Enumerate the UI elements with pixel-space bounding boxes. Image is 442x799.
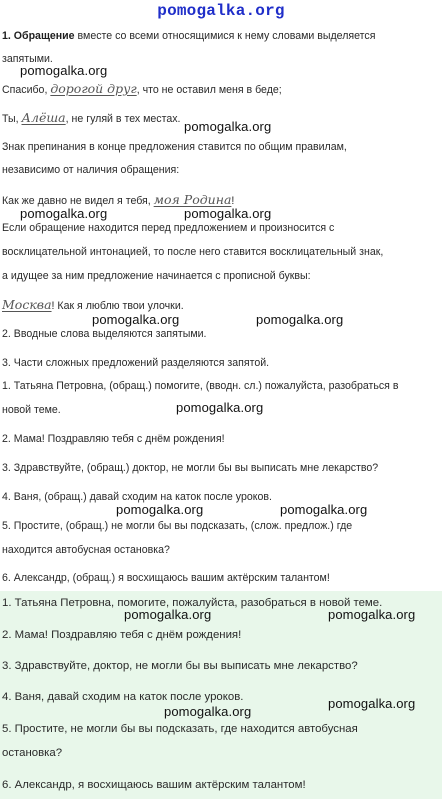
example-text: Ты,: [2, 113, 22, 125]
site-title: pomogalka.org: [157, 2, 285, 20]
watermark: pomogalka.org: [328, 696, 416, 711]
example-text: Как же давно не видел я тебя,: [2, 195, 154, 207]
rule-4: 2. Вводные слова выделяются запятыми.: [2, 328, 207, 340]
rule-2-line-1: Знак препинания в конце предложения ставится по общим правилам,: [2, 141, 347, 153]
analysis-1-line-2: новой теме.: [2, 404, 61, 416]
answer-4: 4. Ваня, давай сходим на каток после уроков.: [2, 691, 244, 703]
watermark: pomogalka.org: [256, 312, 344, 327]
watermark: pomogalka.org: [176, 400, 264, 415]
rule-3-line-1: Если обращение находится перед предложением и произносится с: [2, 222, 335, 234]
rule-1-line-2: запятыми.: [2, 53, 53, 65]
rule-2-line-2: независимо от наличия обращения:: [2, 164, 180, 176]
analysis-4: 4. Ваня, (обращ.) давай сходим на каток после уроков.: [2, 491, 272, 503]
handwritten-address: дорогой друг: [50, 81, 137, 96]
answer-1: 1. Татьяна Петровна, помогите, пожалуйста, разобраться в новой теме.: [2, 597, 383, 609]
watermark: pomogalka.org: [20, 206, 108, 221]
analysis-1-line-1: 1. Татьяна Петровна, (обращ.) помогите, (вводн. сл.) пожалуйста, разобраться в: [2, 380, 399, 392]
watermark: pomogalka.org: [116, 502, 204, 517]
analysis-5-line-2: находится автобусная остановка?: [2, 544, 170, 556]
answer-5-line-1: 5. Простите, не могли бы вы подсказать, где находится автобусная: [2, 723, 358, 735]
watermark: pomogalka.org: [328, 607, 416, 622]
answer-3: 3. Здравствуйте, доктор, не могли бы вы выписать мне лекарство?: [2, 660, 358, 672]
answer-2: 2. Мама! Поздравляю тебя с днём рождения!: [2, 629, 242, 641]
example-1: [2, 82, 440, 97]
watermark: pomogalka.org: [124, 607, 212, 622]
analysis-5-line-1: 5. Простите, (обращ.) не могли бы вы подсказать, (слож. предлож.) где: [2, 520, 353, 532]
rule-1-line-1: [2, 30, 440, 43]
rule-5: 3. Части сложных предложений разделяются запятой.: [2, 357, 270, 369]
rule-3-line-2: восклицательной интонацией, то после него ставится восклицательный знак,: [2, 246, 384, 258]
example-text: , что не оставил меня в беде;: [136, 84, 282, 96]
watermark: pomogalka.org: [92, 312, 180, 327]
handwritten-address: Алёша: [21, 110, 66, 125]
example-text: Спасибо,: [2, 84, 51, 96]
rule-text: вместе со всеми относящимися к нему словами выделяется: [74, 30, 376, 42]
example-text: !: [231, 195, 235, 207]
rule-term: Обращение: [13, 30, 75, 42]
example-text: , не гуляй в тех местах.: [65, 113, 181, 125]
watermark: pomogalka.org: [164, 704, 252, 719]
example-4: [2, 298, 440, 313]
handwritten-address: Москва: [2, 297, 52, 312]
analysis-2: 2. Мама! Поздравляю тебя с днём рождения!: [2, 433, 225, 445]
answer-5-line-2: остановка?: [2, 747, 63, 759]
analysis-3: 3. Здравствуйте, (обращ.) доктор, не могли бы вы выписать мне лекарство?: [2, 462, 379, 474]
handwritten-address: моя Родина: [153, 192, 232, 207]
watermark: pomogalka.org: [20, 63, 108, 78]
watermark: pomogalka.org: [184, 119, 272, 134]
watermark: pomogalka.org: [280, 502, 368, 517]
rule-number: 1.: [2, 30, 11, 42]
analysis-6: 6. Александр, (обращ.) я восхищаюсь вашим актёрским талантом!: [2, 572, 330, 584]
answer-6: 6. Александр, я восхищаюсь вашим актёрским талантом!: [2, 779, 306, 791]
watermark: pomogalka.org: [184, 206, 272, 221]
example-text: ! Как я люблю твои улочки.: [51, 300, 184, 312]
rule-3-line-3: а идущее за ним предложение начинается с прописной буквы:: [2, 270, 311, 282]
